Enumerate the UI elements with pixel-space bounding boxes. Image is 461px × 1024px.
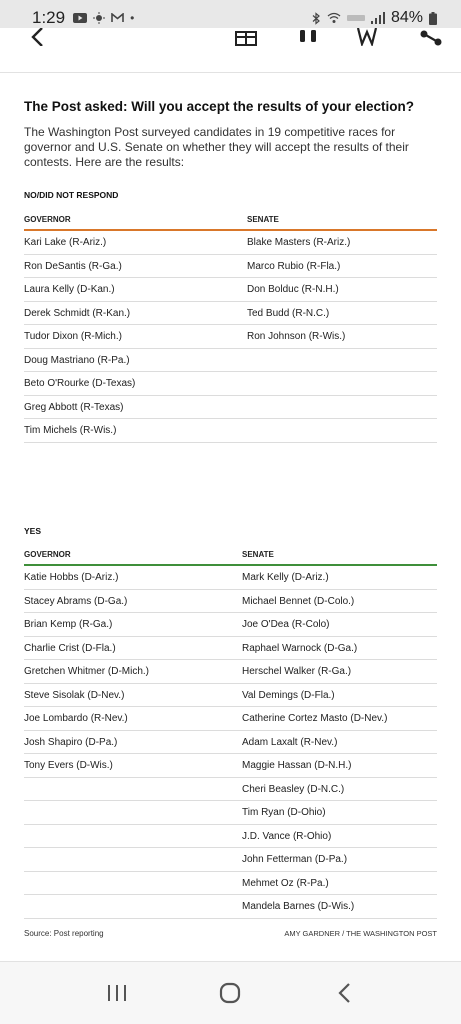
article-toolbar <box>0 28 461 52</box>
table-row <box>24 637 437 661</box>
governor-candidate: Laura Kelly (D-Kan.) <box>24 284 115 295</box>
governor-candidate: Tim Michels (R-Wis.) <box>24 425 117 436</box>
back-icon <box>336 982 352 1004</box>
senate-candidate: Mandela Barnes (D-Wis.) <box>242 901 355 912</box>
senate-column-header: SENATE <box>247 215 279 224</box>
back-button[interactable] <box>22 28 52 48</box>
battery-percent: 84% <box>390 9 423 26</box>
sun-icon <box>93 12 105 24</box>
governor-candidate: Doug Mastriano (R-Pa.) <box>24 354 130 366</box>
governor-candidate: Kari Lake (R-Ariz.) <box>24 237 107 248</box>
table-row <box>24 231 437 255</box>
signal-icon <box>371 12 385 24</box>
senate-candidate: John Fetterman (D-Pa.) <box>242 854 348 865</box>
senate-candidate: Raphael Warnock (D-Ga.) <box>242 642 358 654</box>
senate-candidate: Adam Laxalt (R-Nev.) <box>242 736 338 748</box>
table-row <box>24 566 437 590</box>
governor-candidate: Gretchen Whitmer (D-Mich.) <box>24 666 150 677</box>
table-row <box>24 872 437 896</box>
senate-candidate: Marco Rubio (R-Fla.) <box>247 260 341 272</box>
governor-candidate: Stacey Abrams (D-Ga.) <box>24 595 128 607</box>
table-row <box>24 731 437 755</box>
senate-candidate: Ron Johnson (R-Wis.) <box>247 331 346 342</box>
table-row <box>24 895 437 919</box>
senate-candidate: Joe O'Dea (R-Colo) <box>242 619 330 630</box>
table-row <box>24 707 437 731</box>
senate-candidate: Mehmet Oz (R-Pa.) <box>242 877 329 889</box>
table-row <box>24 778 437 802</box>
home-icon <box>218 981 242 1005</box>
section-label: NO/DID NOT RESPOND <box>24 190 119 200</box>
governor-candidate: Tudor Dixon (R-Mich.) <box>24 331 122 342</box>
source-note: Source: Post reporting <box>24 929 104 938</box>
senate-candidate: Maggie Hassan (D-N.H.) <box>242 760 352 771</box>
more-dot-icon: • <box>130 11 135 25</box>
table-row <box>24 349 437 373</box>
governor-candidate: Charlie Crist (D-Fla.) <box>24 642 116 654</box>
governor-candidate: Ron DeSantis (R-Ga.) <box>24 260 122 272</box>
table-row <box>24 848 437 872</box>
section-label: YES <box>24 526 42 536</box>
lte-icon <box>347 13 365 23</box>
governor-column-header: GOVERNOR <box>24 215 71 224</box>
election-results-graphic <box>0 72 461 962</box>
senate-candidate: Catherine Cortez Masto (D-Nev.) <box>242 713 388 724</box>
status-system-icons <box>312 9 437 27</box>
senate-candidate: Cheri Beasley (D-N.C.) <box>242 783 345 795</box>
table-row <box>24 660 437 684</box>
table-row <box>24 396 437 420</box>
senate-candidate: Herschel Walker (R-Ga.) <box>242 666 352 677</box>
governor-candidate: Beto O'Rourke (D-Texas) <box>24 378 136 389</box>
share-button[interactable] <box>416 28 446 48</box>
senate-candidate: Tim Ryan (D-Ohio) <box>242 807 326 818</box>
senate-candidate: Mark Kelly (D-Ariz.) <box>242 572 329 583</box>
governor-candidate: Derek Schmidt (R-Kan.) <box>24 307 131 319</box>
text-size-button[interactable] <box>352 28 382 48</box>
graphic-title: The Post asked: Will you accept the results of your election? <box>24 99 414 114</box>
headphones-icon <box>297 28 319 46</box>
back-nav-button[interactable] <box>324 973 364 1013</box>
table-row <box>24 278 437 302</box>
table-row <box>24 590 437 614</box>
senate-candidate: Michael Bennet (D-Colo.) <box>242 595 355 607</box>
share-icon <box>419 28 443 46</box>
table-row <box>24 302 437 326</box>
table-row <box>24 825 437 849</box>
gmail-icon <box>111 13 124 23</box>
table-row <box>24 372 437 396</box>
table-row <box>24 325 437 349</box>
governor-candidate: Brian Kemp (R-Ga.) <box>24 619 113 630</box>
senate-candidate: Val Demings (D-Fla.) <box>242 689 335 701</box>
senate-candidate: Ted Budd (R-N.C.) <box>247 307 330 319</box>
recent-apps-icon <box>106 983 128 1003</box>
governor-candidate: Steve Sisolak (D-Nev.) <box>24 689 125 701</box>
bluetooth-icon <box>312 12 321 25</box>
governor-candidate: Tony Evers (D-Wis.) <box>24 760 113 771</box>
table-row <box>24 419 437 443</box>
system-nav-bar <box>0 962 461 1024</box>
senate-candidate: Don Bolduc (R-N.H.) <box>247 284 339 295</box>
gift-button[interactable] <box>231 28 261 48</box>
youtube-icon <box>73 13 87 23</box>
table-row <box>24 684 437 708</box>
table-row <box>24 801 437 825</box>
status-notification-icons <box>73 11 134 25</box>
wifi-icon <box>327 12 341 24</box>
governor-candidate: Josh Shapiro (D-Pa.) <box>24 736 118 748</box>
table-row <box>24 255 437 279</box>
credit-note: AMY GARDNER / THE WASHINGTON POST <box>284 929 437 938</box>
senate-candidate: J.D. Vance (R-Ohio) <box>242 830 332 842</box>
status-time: 1:29 <box>32 8 66 27</box>
font-w-icon <box>356 28 378 46</box>
table-row <box>24 613 437 637</box>
governor-candidate: Katie Hobbs (D-Ariz.) <box>24 572 119 583</box>
gift-icon <box>234 28 258 46</box>
governor-candidate: Greg Abbott (R-Texas) <box>24 401 124 413</box>
table-row <box>24 754 437 778</box>
chevron-left-icon <box>30 28 44 46</box>
senate-candidate: Blake Masters (R-Ariz.) <box>247 237 351 248</box>
governor-column-header: GOVERNOR <box>24 550 71 559</box>
governor-candidate: Joe Lombardo (R-Nev.) <box>24 713 128 724</box>
battery-icon <box>429 12 437 25</box>
recent-apps-button[interactable] <box>97 973 137 1013</box>
graphic-intro: The Washington Post surveyed candidates in 19 competitive races for governor and U.S. Senate on whether they will accept the results of their contests. Here are the results: <box>24 125 409 169</box>
senate-column-header: SENATE <box>242 550 274 559</box>
home-button[interactable] <box>210 973 250 1013</box>
listen-button[interactable] <box>293 28 323 48</box>
